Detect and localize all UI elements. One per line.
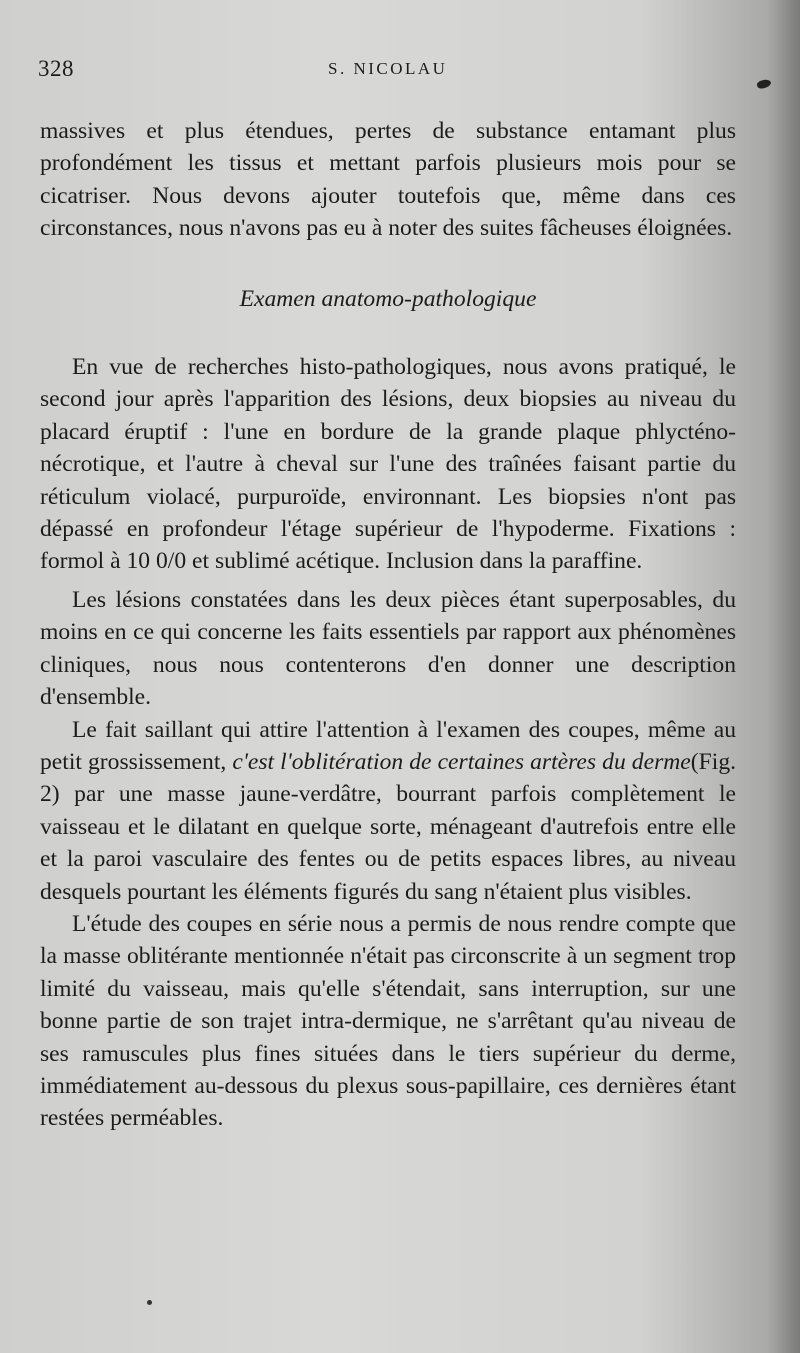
ink-speck [147,1300,152,1305]
ink-smudge [756,78,772,90]
paragraph-4-start: Le fait saillant qui attire l'attention à l'examen des coupes, même au petit grossissement, [40,716,736,775]
body-text [40,115,736,1135]
page-number: 328 [38,56,74,81]
paragraph-5: L'étude des coupes en série nous a permis de nous rendre compte que la masse oblitérante mentionnée n'était pas circonscrite à un segment trop limité du vaisseau, mais qu'elle s'étendait, sans interruption, sur une bonne partie de son trajet intra-dermique, ne s'arrêtant qu'au niveau de ses ramuscules plus fines situées dans le tiers supérieur du derme, immédiatement au-dessous du plexus sous-papillaire, ces dernières étant restées perméables. [40,910,736,1132]
figure-reference: (Fig. 2) [40,748,737,808]
paragraph-3: Les lésions constatées dans les deux pièces étant superposables, du moins en ce qui concerne les faits essentiels par rapport aux phénomènes cliniques, nous nous contenterons d'en donner une description d'ensemble. [40,586,736,711]
page-header [38,56,736,86]
section-heading: Examen anatomo-pathologique [239,285,537,312]
running-head: S. NICOLAU [328,59,448,78]
paragraph-4 [40,714,736,908]
paragraph-1: massives et plus étendues, pertes de substance entamant plus profondément les tissus et mettant parfois plusieurs mois pour se cicatriser. Nous devons ajouter toutefois que, même dans ces circonstances, nous n'avons pas eu à noter des suites fâcheuses éloignées. [40,118,736,242]
paragraph-4-end: par une masse jaune-verdâtre, bourrant parfois complètement le vaisseau et le dilatant en quelque sorte, ménageant d'autrefois entre elle et la paroi vasculaire des fentes ou de petits espaces libres, au niveau desquels pourtant les éléments figurés du sang n'étaient plus visibles. [40,781,736,905]
paragraph-4-emphasis: c'est l'oblitération de certaines artères du derme [232,748,691,775]
paragraph-2: En vue de recherches histo-pathologiques, nous avons pratiqué, le second jour après l'apparition des lésions, deux biopsies au niveau du placard éruptif : l'une en bordure de la grande plaque phlycténo-nécrotique, et l'autre à cheval sur l'une des traînées faisant partie du réticulum violacé, purpuroïde, environnant. Les biopsies n'ont pas dépassé en profondeur l'étage supérieur de l'hypoderme. Fixations : formol à 10 0/0 et sublimé acétique. Inclusion dans la paraffine. [40,354,736,575]
